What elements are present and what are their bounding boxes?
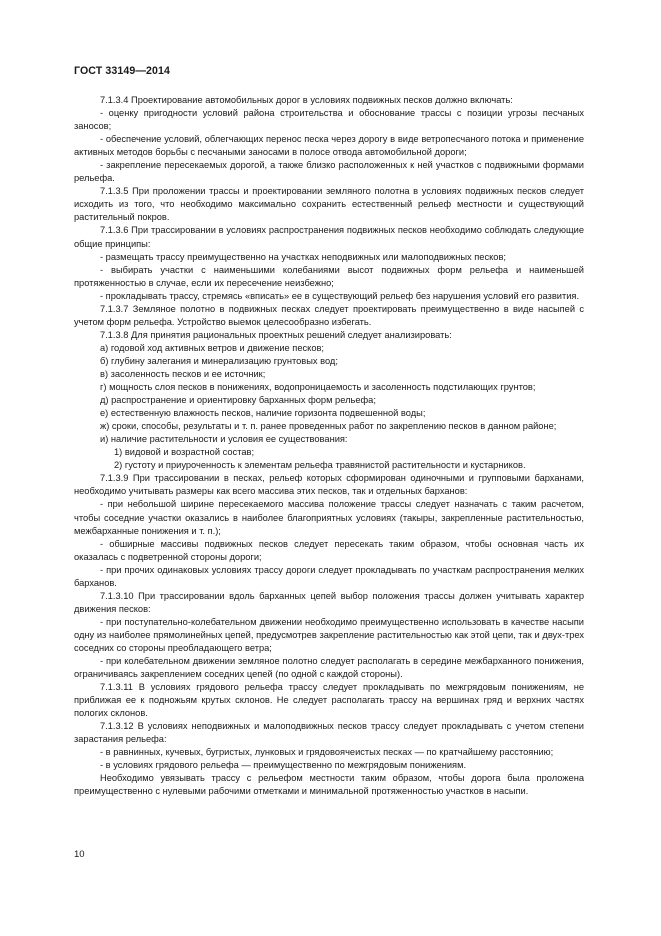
clause-7-1-3-9: 7.1.3.9 При трассировании в песках, рельеф которых сформирован одиночными и групповыми барханами, необходимо учитывать размеры как всего массива этих песков, так и отдельных барханов: — [74, 473, 584, 497]
list-item: ж) сроки, способы, результаты и т. п. ранее проведенных работ по закреплению песков в данном районе; — [100, 421, 557, 432]
list-item: в) засоленность песков и ее источник; — [100, 368, 266, 379]
list-item: - при небольшой ширине пересекаемого массива положение трассы следует назначать с таким расчетом, чтобы соседние участки оказались в наиболее благоприятных условиях (такыры, закрепленные растительностью, межбарханные понижения и т. п.); — [74, 499, 584, 536]
list-item: - при поступательно-колебательном движении необходимо преимущественно использовать в качестве насыпи одну из наиболее прямолинейных цепей, предусмотрев закрепление растительностью как этой цепи, так и двух-трех соседних со стороны преобладающего ветра; — [74, 616, 584, 653]
clause-7-1-3-11: 7.1.3.11 В условиях грядового рельефа трассу следует прокладывать по межгрядовым понижениям, не приближая ее к подножьям крутых склонов. Не следует располагать трассу на вершинах гряд и верхних частях пологих склонов. — [74, 682, 584, 719]
closing-paragraph: Необходимо увязывать трассу с рельефом местности таким образом, чтобы дорога была проложена преимущественно с нулевыми рабочими отметками и минимальной протяженностью участков в насыпи. — [74, 773, 584, 797]
list-item: - в условиях грядового рельефа — преимущественно по межгрядовым понижениям. — [100, 760, 467, 771]
list-item: - прокладывать трассу, стремясь «вписать» ее в существующий рельеф без нарушения условий его развития. — [100, 290, 580, 301]
list-item: д) распространение и ориентировку барханных форм рельефа; — [100, 395, 376, 406]
document-header: ГОСТ 33149—2014 — [74, 65, 171, 77]
list-item: г) мощность слоя песков в понижениях, водопроницаемость и засоленность подстилающих грунтов; — [100, 382, 536, 393]
list-item: а) годовой ход активных ветров и движение песков; — [100, 342, 325, 353]
list-item: и) наличие растительности и условия ее существования: — [100, 434, 348, 445]
list-item: - обеспечение условий, облегчающих перенос песка через дорогу в виде ветропесчаного потока и применение активных методов борьбы с песчаными заносами в полосе отвода автомобильной дороги; — [74, 134, 584, 158]
document-body — [74, 94, 584, 799]
list-item: - размещать трассу преимущественно на участках неподвижных или малоподвижных песков; — [100, 251, 506, 262]
clause-7-1-3-8: 7.1.3.8 Для принятия рациональных проектных решений следует анализировать: — [100, 329, 452, 340]
list-item: - при колебательном движении земляное полотно следует располагать в середине межбарханного понижения, ограничиваясь закреплением соседних цепей (по одной с каждой стороны). — [74, 656, 584, 680]
list-item: - закрепление пересекаемых дорогой, а также близко расположенных к ней участков с подвижными формами рельефа. — [74, 160, 584, 184]
clause-7-1-3-10: 7.1.3.10 При трассировании вдоль барханных цепей выбор положения трассы должен учитывать характер движения песков: — [74, 590, 584, 614]
list-item: б) глубину залегания и минерализацию грунтовых вод; — [100, 355, 338, 366]
list-item: - в равнинных, кучевых, бугристых, лунковых и грядовоячеистых песках — по кратчайшему расстоянию; — [100, 747, 554, 758]
list-item: е) естественную влажность песков, наличие горизонта подвешенной воды; — [100, 408, 426, 419]
list-item: - оценку пригодности условий района строительства и обоснование трассы с позиции угрозы песчаных заносов; — [74, 108, 584, 132]
list-item: - обширные массивы подвижных песков следует пересекать таким образом, чтобы основная часть их оказалась с подветренной стороны дороги; — [74, 538, 584, 562]
clause-7-1-3-12: 7.1.3.12 В условиях неподвижных и малоподвижных песков трассу следует прокладывать с учетом степени зарастания рельефа: — [74, 721, 584, 745]
list-item: - при прочих одинаковых условиях трассу дороги следует прокладывать по участкам распространения мелких барханов. — [74, 564, 584, 588]
sub-list-item: 1) видовой и возрастной состав; — [114, 447, 255, 458]
clause-7-1-3-7: 7.1.3.7 Земляное полотно в подвижных песках следует проектировать преимущественно в виде насыпей с учетом форм рельефа. Устройство выемок целесообразно избегать. — [74, 303, 584, 327]
sub-list-item: 2) густоту и приуроченность к элементам рельефа травянистой растительности и кустарников. — [114, 460, 526, 471]
list-item: - выбирать участки с наименьшими колебаниями высот подвижных форм рельефа и наименьшей протяженностью в случае, если их пересечение неизбежно; — [74, 264, 584, 288]
clause-7-1-3-4: 7.1.3.4 Проектирование автомобильных дорог в условиях подвижных песков должно включать: — [100, 95, 513, 105]
clause-7-1-3-5: 7.1.3.5 При проложении трассы и проектировании земляного полотна в условиях подвижных песков следует исходить из того, что необходимо максимально сохранить естественный рельеф местности и существующий растительный покров. — [74, 186, 584, 223]
clause-7-1-3-6: 7.1.3.6 При трассировании в условиях распространения подвижных песков необходимо соблюдать следующие общие принципы: — [74, 225, 584, 249]
page-number: 10 — [74, 849, 85, 860]
